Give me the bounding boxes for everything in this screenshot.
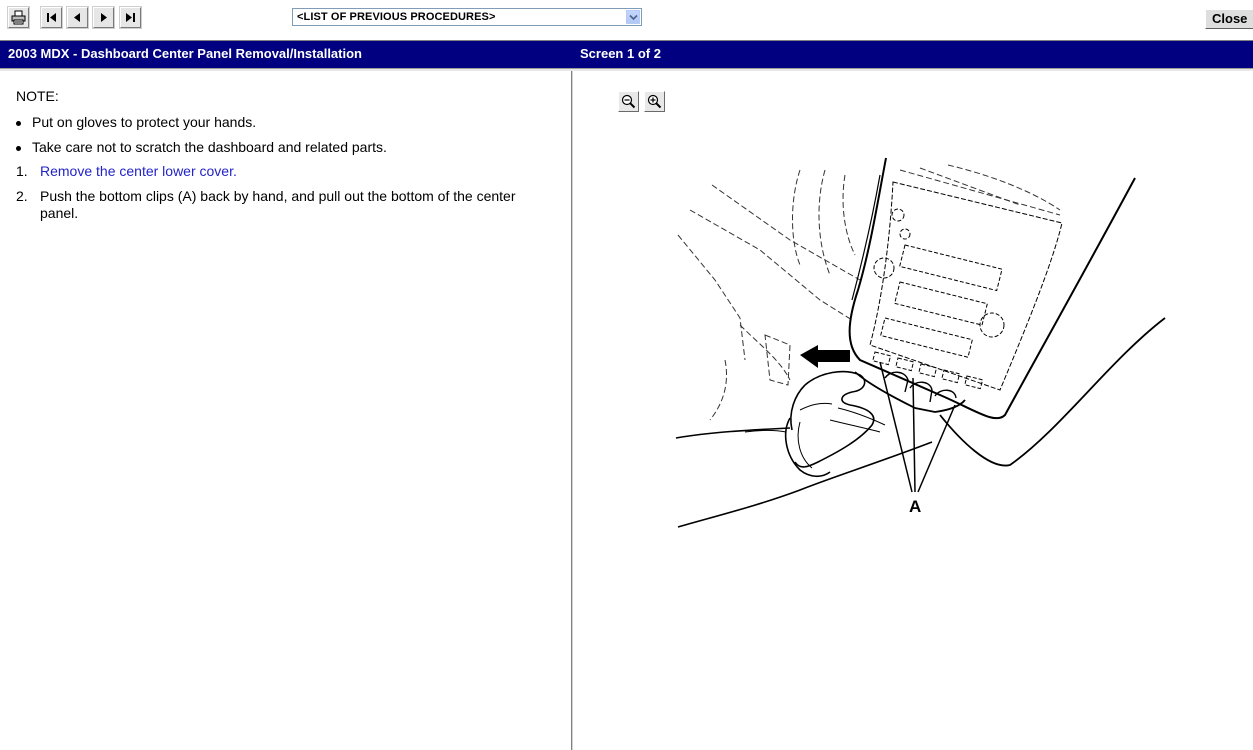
- bullet-icon: [16, 146, 21, 151]
- dashboard-center-panel-illustration: [670, 150, 1170, 535]
- printer-icon: [11, 10, 26, 25]
- zoom-in-icon: [647, 94, 662, 109]
- last-page-button[interactable]: [120, 7, 141, 28]
- last-page-icon: [124, 11, 137, 24]
- bullet-icon: [16, 121, 21, 126]
- previous-page-icon: [71, 11, 84, 24]
- zoom-out-button[interactable]: [618, 91, 639, 112]
- note-text: Take care not to scratch the dashboard and related parts.: [32, 139, 387, 155]
- step-number: 2.: [16, 188, 28, 204]
- callout-label-a: A: [909, 497, 922, 516]
- zoom-in-button[interactable]: [644, 91, 665, 112]
- previous-procedures-select[interactable]: [292, 8, 642, 26]
- previous-page-button[interactable]: [67, 7, 88, 28]
- dropdown-arrow-button[interactable]: [626, 10, 640, 24]
- screen-indicator: Screen 1 of 2: [580, 46, 661, 61]
- next-page-icon: [97, 11, 110, 24]
- chevron-down-icon: [629, 14, 638, 21]
- next-page-button[interactable]: [93, 7, 114, 28]
- remove-center-lower-cover-link[interactable]: Remove the center lower cover.: [40, 163, 237, 179]
- instructions-pane: [0, 71, 571, 750]
- note-text: Put on gloves to protect your hands.: [32, 114, 257, 130]
- first-page-button[interactable]: [41, 7, 62, 28]
- note-label: NOTE:: [16, 88, 59, 104]
- title-bar: [0, 41, 1253, 68]
- close-button[interactable]: Close: [1205, 9, 1253, 29]
- page-title: 2003 MDX - Dashboard Center Panel Removal/Installation: [8, 46, 362, 61]
- first-page-icon: [45, 11, 58, 24]
- select-value: <LIST OF PREVIOUS PROCEDURES>: [297, 11, 496, 23]
- step-text: Push the bottom clips (A) back by hand, and pull out the bottom of the center panel.: [40, 188, 516, 221]
- toolbar: [0, 0, 1253, 40]
- print-button[interactable]: [8, 7, 29, 28]
- zoom-out-icon: [621, 94, 636, 109]
- step-number: 1.: [16, 163, 28, 179]
